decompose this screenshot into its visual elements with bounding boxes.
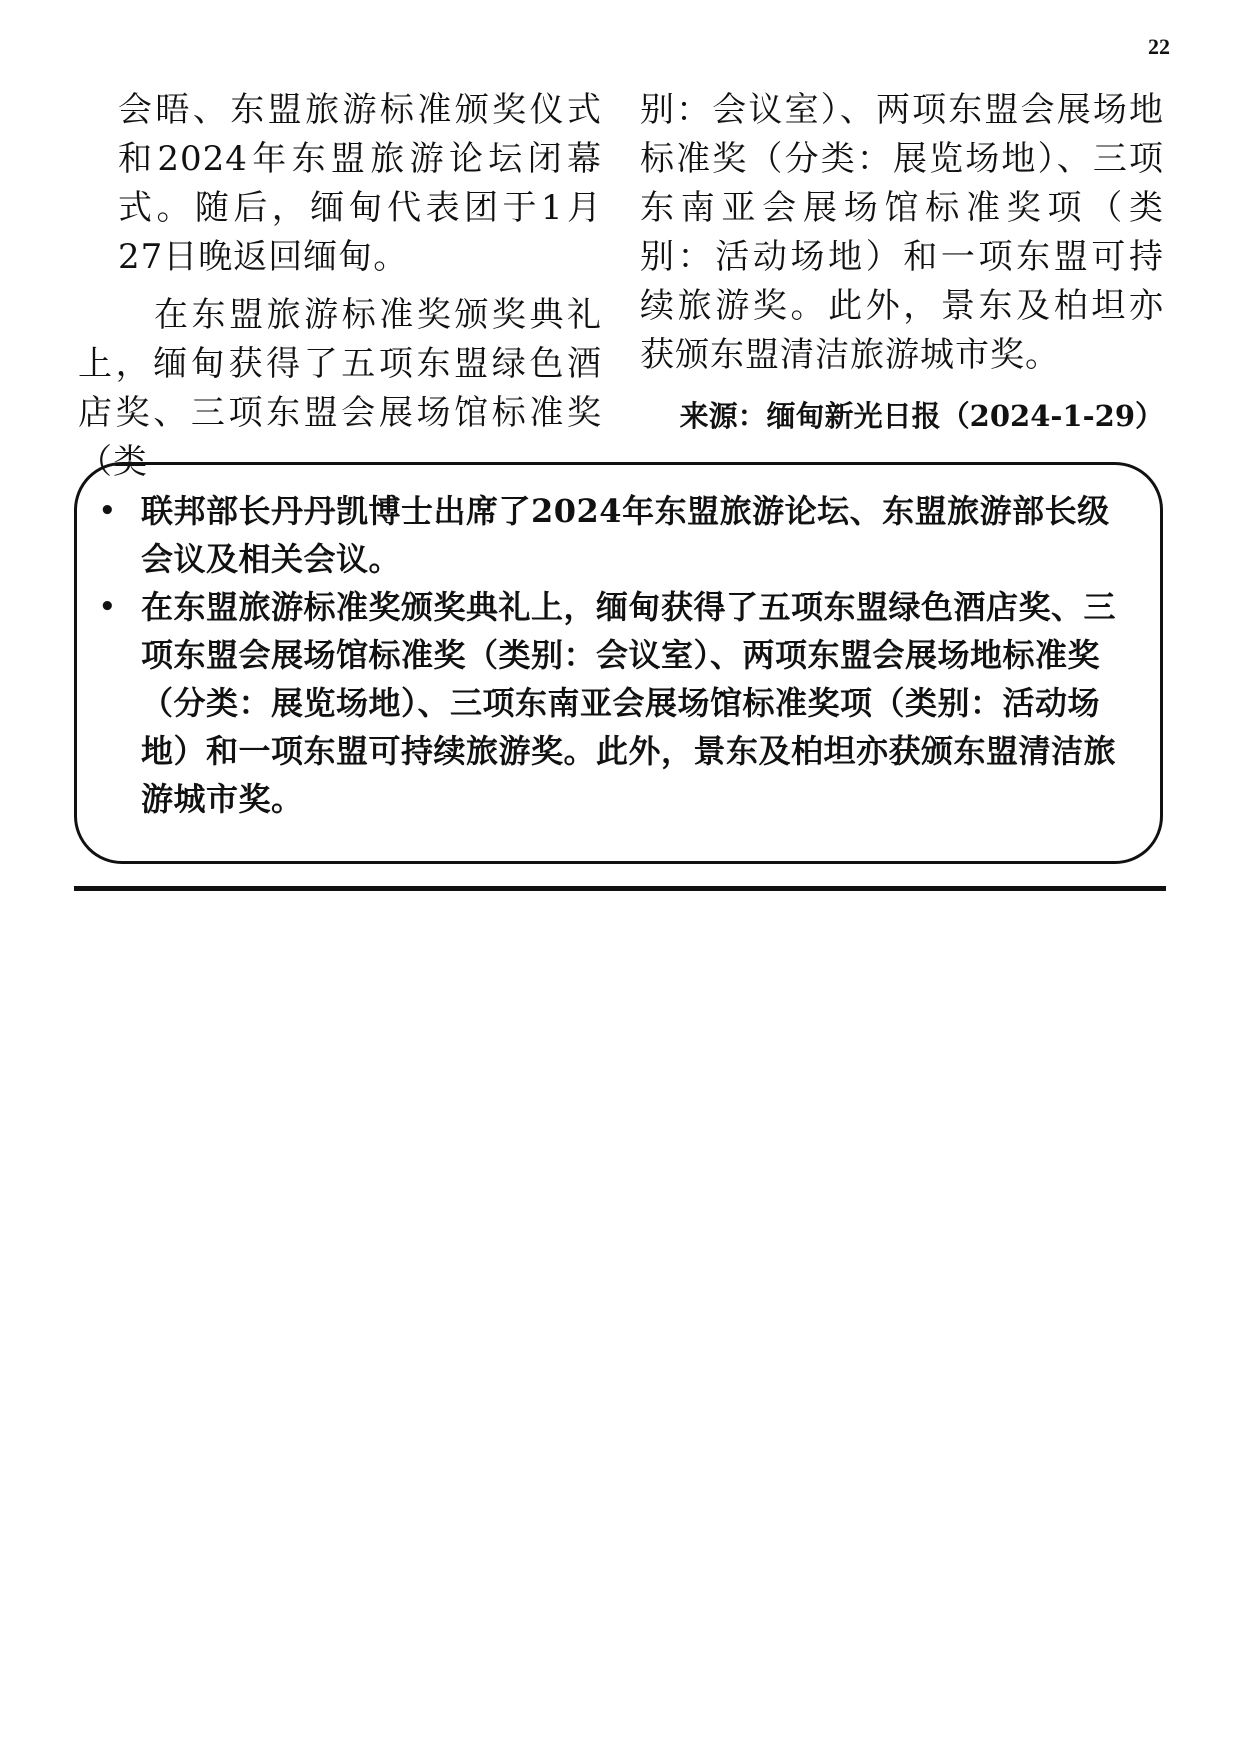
right-column xyxy=(634,86,1164,436)
bullet-icon: • xyxy=(99,592,117,622)
section-divider xyxy=(74,886,1166,891)
left-paragraph-2: 在东盟旅游标准奖颁奖典礼上，缅甸获得了五项东盟绿色酒店奖、三项东盟会展场馆标准奖（类 xyxy=(78,295,602,482)
page-number: 22 xyxy=(1148,34,1170,59)
summary-item xyxy=(77,487,1134,583)
summary-item-text: 在东盟旅游标准奖颁奖典礼上，缅甸获得了五项东盟绿色酒店奖、三项东盟会展场馆标准奖（类别：会议室）、两项东盟会展场地标准奖（分类：展览场地）、三项东南亚会展场馆标准奖项（类别：活动场地）和一项东盟可持续旅游奖。此外，景东及柏坦亦获颁东盟清洁旅游城市奖。 xyxy=(141,588,1117,818)
left-paragraph-1: 会晤、东盟旅游标准颁奖仪式和2024年东盟旅游论坛闭幕式。随后，缅甸代表团于1月27日晚返回缅甸。 xyxy=(118,90,602,277)
summary-item xyxy=(77,583,1134,823)
summary-list xyxy=(77,465,1160,823)
left-column xyxy=(78,86,602,487)
summary-item-text: 联邦部长丹丹凯博士出席了2024年东盟旅游论坛、东盟旅游部长级会议及相关会议。 xyxy=(141,492,1110,578)
source-citation: 来源：缅甸新光日报（2024-1-29） xyxy=(679,399,1164,433)
bullet-icon: • xyxy=(99,496,117,526)
summary-box xyxy=(74,462,1163,864)
right-paragraph-1: 别：会议室）、两项东盟会展场地标准奖（分类：展览场地）、三项东南亚会展场馆标准奖项（类别：活动场地）和一项东盟可持续旅游奖。此外，景东及柏坦亦获颁东盟清洁旅游城市奖。 xyxy=(640,90,1164,375)
